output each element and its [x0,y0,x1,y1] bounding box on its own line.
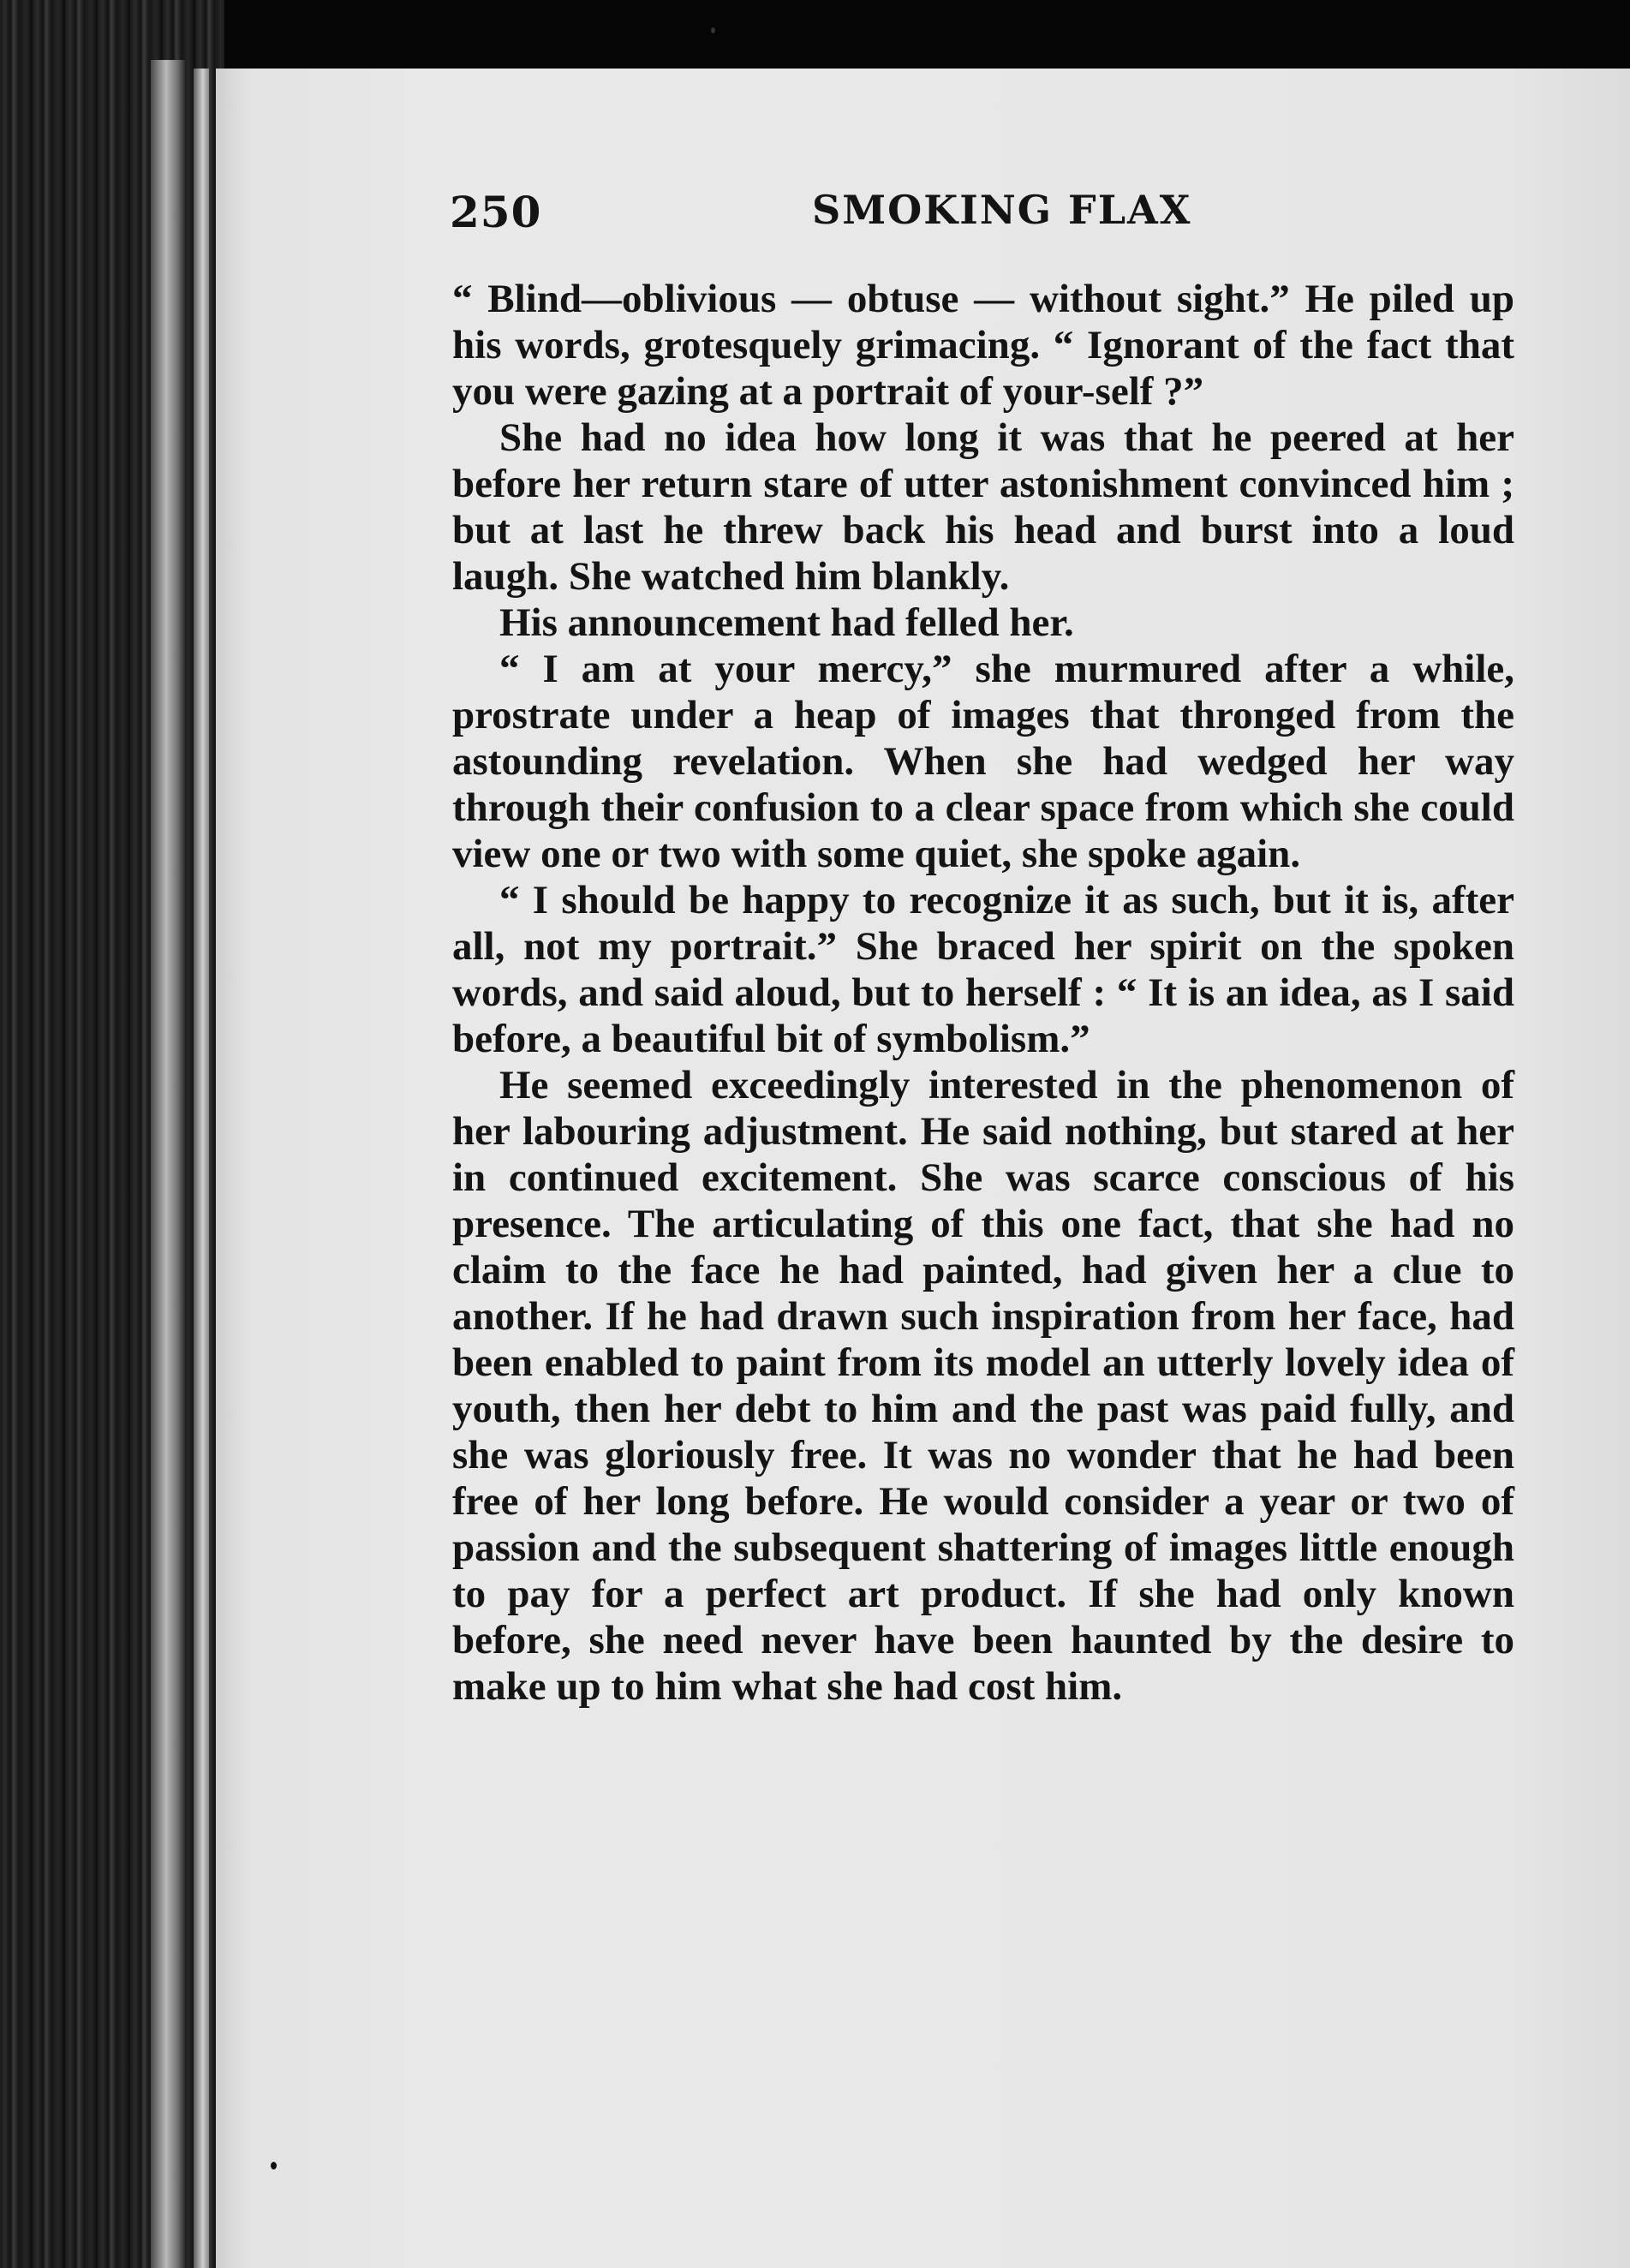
running-head-title: SMOKING FLAX [812,187,1192,233]
paragraph-1: “ Blind—oblivious — obtuse — without sight.” He piled up his words, grotesquely grimacing. “ Ignorant of the fact that you were gazing at a portrait of your-self ?” [452,277,1514,414]
paragraph-5: “ I should be happy to recognize it as such, but it is, after all, not my portrait.” She braced her spirit on the spoken words, and said aloud, but to herself : “ It is an idea, as I said before, a beautiful bit of symbolism.” [452,878,1514,1061]
speck-mark [711,27,715,33]
body-text [452,276,1514,1710]
paragraph-4: “ I am at your mercy,” she murmured after a while, prostrate under a heap of images that thronged from the astounding revelation. When she had wedged her way through their confusion to a clear space from which she could view one or two with some quiet, she spoke again. [452,647,1514,876]
paragraph-6: He seemed exceedingly interested in the phenomenon of her labouring adjustment. He said nothing, but stared at her in continued excitement. She was scarce conscious of his presence. The articulating of this one fact, that she had no claim to the face he had painted, had given her a clue to another. If he had drawn such inspiration from her face, had been enabled to paint from its model an utterly lovely idea of youth, then her debt to him and the past was paid fully, and she was gloriously free. It was no wonder that he had been free of her long before. He would consider a year or two of passion and the subsequent shattering of images little enough to pay for a perfect art product. If she had only known before, she need never have been haunted by the desire to make up to him what she had cost him. [452,1063,1514,1709]
speck-mark [271,2162,277,2170]
page-number: 250 [450,187,542,237]
film-top-margin [0,0,1630,79]
page-header [450,187,1525,247]
paragraph-2: She had no idea how long it was that he peered at her before her return stare of utter astonishment convinced him ; but at last he threw back his head and burst into a loud laugh. She watched him blankly. [452,415,1514,599]
binding-highlight-inner [194,69,209,2268]
paragraph-3: His announcement had felled her. [499,600,1074,645]
book-binding-edge [0,0,224,2268]
binding-highlight [151,60,185,2268]
